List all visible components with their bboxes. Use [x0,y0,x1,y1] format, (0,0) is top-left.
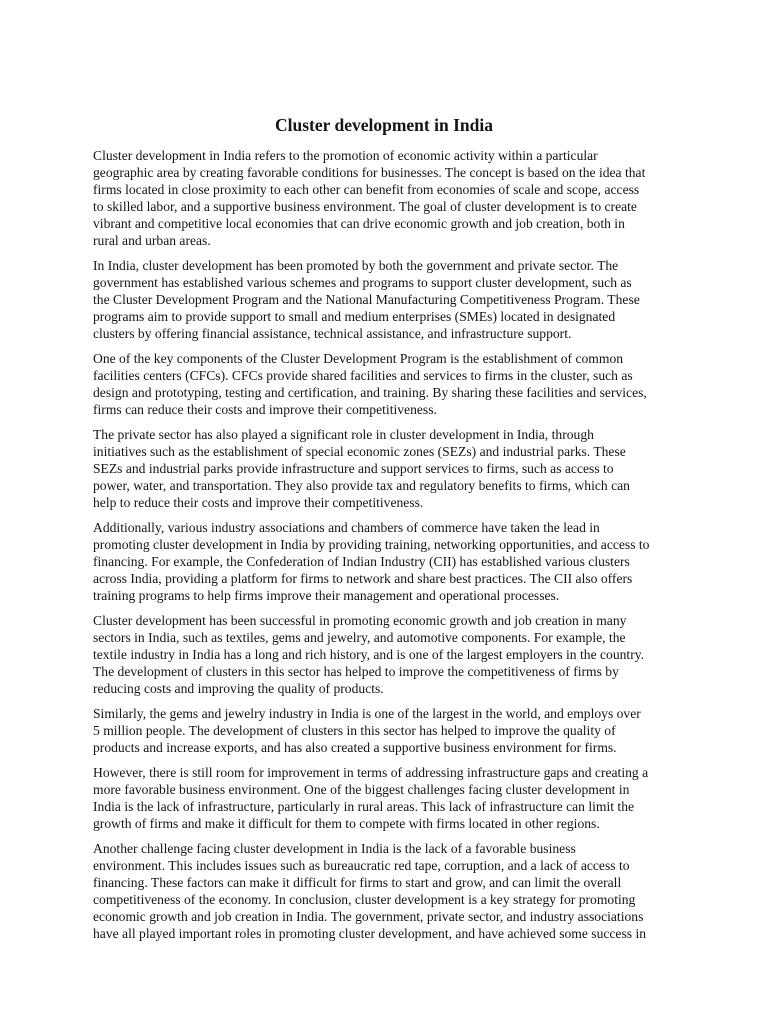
document-body [93,113,675,950]
paragraph-line: programs aim to provide support to small and medium enterprises (SMEs) located in designated [93,309,616,324]
paragraph-line: India is the lack of infrastructure, particularly in rural areas. This lack of infrastructure can limit the [93,799,635,814]
paragraph-line: The development of clusters in this sector has helped to improve the competitiveness of firms by [93,664,619,679]
paragraph [93,612,675,697]
paragraph-line: vibrant and competitive local economies that can drive economic growth and job creation, both in [93,216,625,231]
paragraph-line: textile industry in India has a long and rich history, and is one of the largest employers in the country. [93,647,645,662]
paragraph-line: power, water, and transportation. They also provide tax and regulatory benefits to firms, which can [93,478,630,493]
paragraph-line: One of the key components of the Cluster Development Program is the establishment of common [93,351,624,366]
paragraph [93,257,675,342]
paragraph-line: The private sector has also played a significant role in cluster development in India, through [93,427,594,442]
paragraph-line: Cluster development in India refers to the promotion of economic activity within a particular [93,148,598,163]
paragraph-line: design and prototyping, testing and certification, and training. By sharing these facilities and services, [93,385,647,400]
paragraph-line: across India, providing a platform for firms to network and share best practices. The CII also offers [93,571,633,586]
paragraph-line: SEZs and industrial parks provide infrastructure and support services to firms, such as access to [93,461,614,476]
paragraph [93,147,675,249]
paragraph-line: training programs to help firms improve their management and operational processes. [93,588,560,603]
paragraph-list [93,147,675,942]
paragraph-line: more favorable business environment. One of the biggest challenges facing cluster development in [93,782,630,797]
paragraph-line: geographic area by creating favorable conditions for businesses. The concept is based on the idea that [93,165,646,180]
paragraph-line: Similarly, the gems and jewelry industry in India is one of the largest in the world, and employs over [93,706,641,721]
paragraph-line: help to reduce their costs and improve their competitiveness. [93,495,424,510]
paragraph-line: promoting cluster development in India by providing training, networking opportunities, and access to [93,537,650,552]
paragraph-line: 5 million people. The development of clusters in this sector has helped to improve the quality of [93,723,616,738]
paragraph-line: facilities centers (CFCs). CFCs provide shared facilities and services to firms in the cluster, such as [93,368,633,383]
paragraph-line: reducing costs and improving the quality of products. [93,681,384,696]
paragraph-line: growth of firms and make it difficult for them to compete with firms located in other regions. [93,816,600,831]
paragraph-line: have all played important roles in promoting cluster development, and have achieved some success in [93,926,647,941]
paragraph-line: However, there is still room for improvement in terms of addressing infrastructure gaps and creating a [93,765,649,780]
document-title: Cluster development in India [275,115,493,135]
paragraph [93,519,675,604]
paragraph-line: government has established various schemes and programs to support cluster development, such as [93,275,632,290]
paragraph-line: to skilled labor, and a supportive business environment. The goal of cluster development is to create [93,199,637,214]
paragraph-line: Another challenge facing cluster development in India is the lack of a favorable business [93,841,576,856]
paragraph-line: environment. This includes issues such as bureaucratic red tape, corruption, and a lack of access to [93,858,630,873]
paragraph-line: firms located in close proximity to each other can benefit from economies of scale and scope, access [93,182,640,197]
paragraph-line: sectors in India, such as textiles, gems and jewelry, and automotive components. For example, the [93,630,626,645]
paragraph [93,426,675,511]
paragraph-line: initiatives such as the establishment of special economic zones (SEZs) and industrial parks. These [93,444,626,459]
paragraph-line: clusters by offering financial assistance, technical assistance, and infrastructure support. [93,326,572,341]
paragraph-line: competitiveness of the economy. In conclusion, cluster development is a key strategy for promoting [93,892,636,907]
paragraph-line: economic growth and job creation in India. The government, private sector, and industry associations [93,909,644,924]
paragraph-line: Additionally, various industry associations and chambers of commerce have taken the lead in [93,520,600,535]
paragraph [93,840,675,942]
paragraph-line: In India, cluster development has been promoted by both the government and private sector. The [93,258,619,273]
paragraph-line: the Cluster Development Program and the National Manufacturing Competitiveness Program. These [93,292,640,307]
paragraph-line: rural and urban areas. [93,233,211,248]
paragraph [93,764,675,832]
paragraph-line: financing. These factors can make it difficult for firms to start and grow, and can limit the overall [93,875,622,890]
paragraph [93,705,675,756]
paragraph [93,350,675,418]
paragraph-line: financing. For example, the Confederation of Indian Industry (CII) has established various clusters [93,554,630,569]
paragraph-line: firms can reduce their costs and improve their competitiveness. [93,402,437,417]
paragraph-line: products and increase exports, and has also created a supportive business environment for firms. [93,740,617,755]
paragraph-line: Cluster development has been successful in promoting economic growth and job creation in many [93,613,627,628]
